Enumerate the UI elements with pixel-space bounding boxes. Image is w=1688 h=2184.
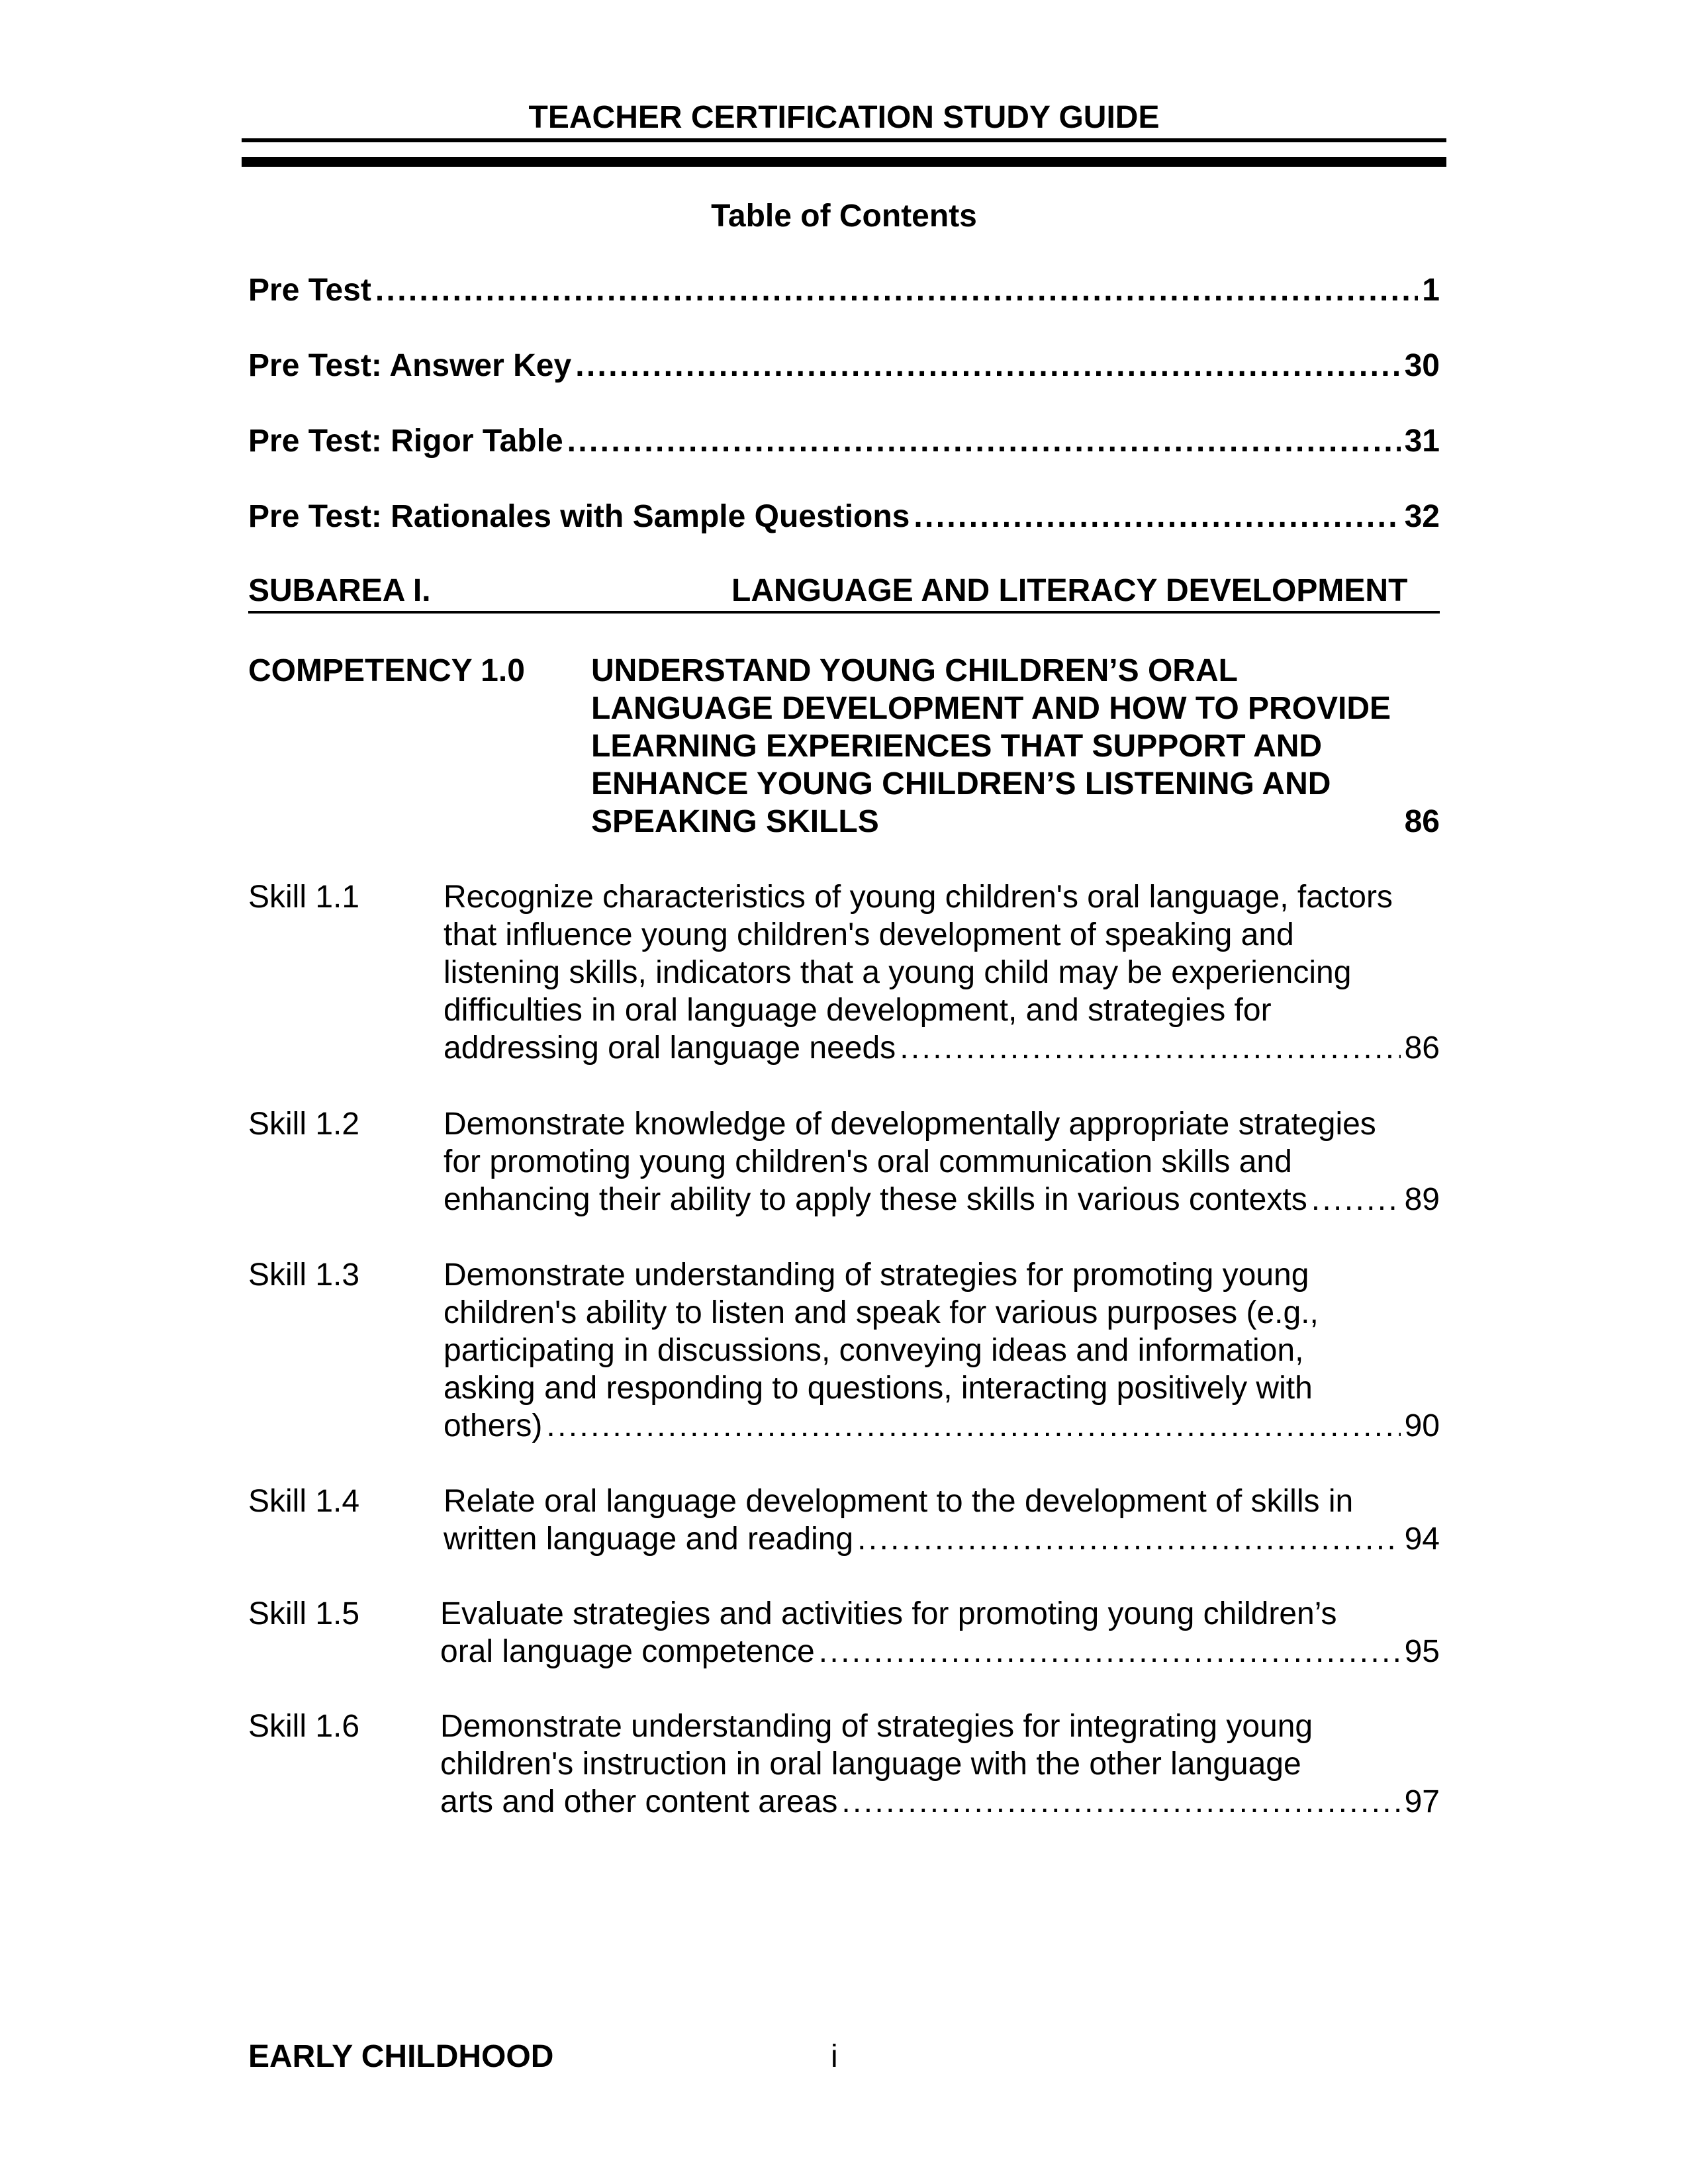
skill-line: listening skills, indicators that a young child may be experiencing — [444, 955, 1352, 990]
skill-label: Skill 1.3 — [248, 1257, 360, 1293]
skill-line: children's ability to listen and speak for various purposes (e.g., — [444, 1295, 1319, 1330]
skill-label: Skill 1.1 — [248, 880, 360, 915]
skill-line: others) — [444, 1408, 543, 1443]
skill-last-line — [444, 1029, 1440, 1067]
competency-entry[interactable] — [591, 652, 1440, 841]
skill-page: 95 — [1404, 1634, 1440, 1669]
toc-entry-label: Pre Test: Rigor Table — [248, 424, 563, 459]
competency-last-line — [591, 803, 1440, 841]
competency-line: SPEAKING SKILLS — [591, 804, 879, 839]
skill-line: difficulties in oral language development, and strategies for — [444, 993, 1272, 1028]
skill-last-line — [440, 1633, 1440, 1670]
skill-line: Demonstrate understanding of strategies for integrating young — [440, 1709, 1313, 1744]
dot-leader — [375, 271, 1418, 309]
competency-line: UNDERSTAND YOUNG CHILDREN’S ORAL — [591, 653, 1238, 688]
dot-leader — [819, 1633, 1401, 1670]
skill-line: Demonstrate knowledge of developmentally appropriate strategies — [444, 1107, 1376, 1142]
skill-page: 97 — [1404, 1784, 1440, 1819]
skill-line: that influence young children's development of speaking and — [444, 917, 1294, 952]
skill-line: for promoting young children's oral communication skills and — [444, 1144, 1292, 1179]
toc-entry-answer-key[interactable] — [248, 347, 1440, 385]
skill-entry-1-4[interactable] — [444, 1482, 1440, 1558]
skill-line: oral language competence — [440, 1634, 815, 1669]
skill-line: addressing oral language needs — [444, 1030, 896, 1066]
toc-entry-page: 32 — [1404, 499, 1440, 534]
skill-line: asking and responding to questions, interacting positively with — [444, 1371, 1313, 1406]
dot-leader — [857, 1520, 1400, 1558]
subarea-label: SUBAREA I. — [248, 573, 431, 608]
skill-line: children's instruction in oral language with the other language — [440, 1747, 1301, 1782]
subarea-heading — [248, 571, 1440, 614]
page-header-title: TEACHER CERTIFICATION STUDY GUIDE — [528, 100, 1160, 135]
skill-entry-1-2[interactable] — [444, 1105, 1440, 1218]
header-rule-thin — [242, 138, 1446, 142]
footer-section-name: EARLY CHILDHOOD — [248, 2039, 554, 2074]
dot-leader — [575, 347, 1400, 385]
skill-line: written language and reading — [444, 1522, 854, 1557]
subarea-title: LANGUAGE AND LITERACY DEVELOPMENT — [731, 573, 1408, 608]
toc-entry-rationales[interactable] — [248, 498, 1440, 535]
skill-line: arts and other content areas — [440, 1784, 838, 1819]
skill-label: Skill 1.5 — [248, 1596, 360, 1631]
skill-label: Skill 1.6 — [248, 1709, 360, 1744]
toc-entry-pretest[interactable] — [248, 271, 1440, 309]
dot-leader — [546, 1407, 1400, 1445]
toc-entry-page: 1 — [1422, 273, 1440, 308]
skill-last-line — [444, 1520, 1440, 1558]
skill-page: 89 — [1404, 1182, 1440, 1217]
dot-leader — [1311, 1181, 1401, 1218]
skill-entry-1-1[interactable] — [444, 878, 1440, 1067]
competency-line: LEARNING EXPERIENCES THAT SUPPORT AND — [591, 729, 1323, 764]
header-rule-thick — [242, 157, 1446, 167]
dot-leader — [841, 1783, 1400, 1821]
skill-line: participating in discussions, conveying ideas and information, — [444, 1333, 1304, 1368]
skill-last-line — [444, 1407, 1440, 1445]
skill-line: Relate oral language development to the development of skills in — [444, 1484, 1354, 1519]
competency-page: 86 — [1404, 804, 1440, 839]
toc-entry-label: Pre Test: Rationales with Sample Questions — [248, 499, 910, 534]
dot-leader — [900, 1029, 1400, 1067]
skill-entry-1-3[interactable] — [444, 1256, 1440, 1445]
competency-label: COMPETENCY 1.0 — [248, 653, 525, 688]
competency-line: ENHANCE YOUNG CHILDREN’S LISTENING AND — [591, 766, 1331, 801]
skill-label: Skill 1.4 — [248, 1484, 360, 1519]
skill-line: Recognize characteristics of young children's oral language, factors — [444, 880, 1393, 915]
skill-label: Skill 1.2 — [248, 1107, 360, 1142]
dot-leader — [567, 422, 1401, 460]
toc-entry-page: 30 — [1404, 348, 1440, 383]
skill-page: 90 — [1404, 1408, 1440, 1443]
dot-leader — [914, 498, 1400, 535]
toc-entry-label: Pre Test: Answer Key — [248, 348, 572, 383]
skill-entry-1-5[interactable] — [440, 1595, 1440, 1670]
skill-line: Evaluate strategies and activities for promoting young children’s — [440, 1596, 1337, 1631]
skill-entry-1-6[interactable] — [440, 1707, 1440, 1821]
toc-heading: Table of Contents — [711, 199, 977, 234]
competency-line: LANGUAGE DEVELOPMENT AND HOW TO PROVIDE — [591, 691, 1391, 726]
skill-page: 94 — [1404, 1522, 1440, 1557]
skill-last-line — [440, 1783, 1440, 1821]
toc-entry-label: Pre Test — [248, 273, 371, 308]
skill-line: Demonstrate understanding of strategies for promoting young — [444, 1257, 1309, 1293]
toc-entry-page: 31 — [1404, 424, 1440, 459]
skill-line: enhancing their ability to apply these skills in various contexts — [444, 1182, 1307, 1217]
footer-page-number: i — [831, 2039, 838, 2074]
skill-page: 86 — [1404, 1030, 1440, 1066]
toc-entry-rigor-table[interactable] — [248, 422, 1440, 460]
skill-last-line — [444, 1181, 1440, 1218]
